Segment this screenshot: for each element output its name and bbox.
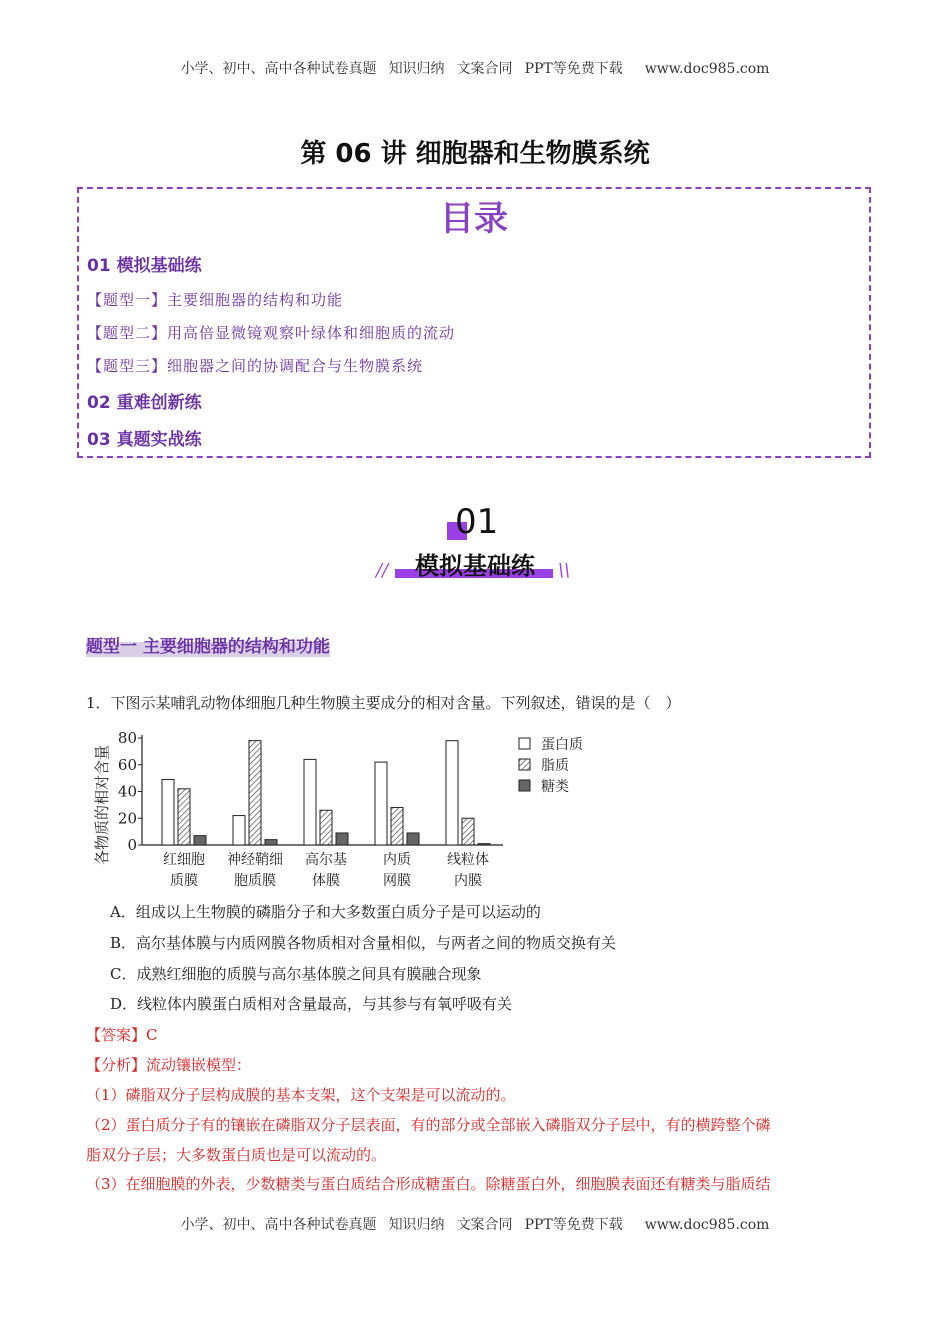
toc-title: 目录 xyxy=(440,199,508,239)
x-tick-label: 内膜 xyxy=(454,873,482,889)
option-d: D．线粒体内膜蛋白质相对含量最高，与其参与有氧呼吸有关 xyxy=(110,995,513,1013)
x-tick-label: 质膜 xyxy=(170,873,198,889)
bar-脂质 xyxy=(391,808,403,845)
bar-糖类 xyxy=(478,844,490,845)
question-type-heading: 题型一 主要细胞器的结构和功能 xyxy=(86,632,330,657)
analysis-line: （1）磷脂双分子层构成膜的基本支架，这个支架是可以流动的。 xyxy=(86,1086,516,1104)
x-tick-label: 体膜 xyxy=(312,873,340,889)
x-tick-label: 线粒体 xyxy=(447,852,489,868)
y-tick-label: 20 xyxy=(117,809,137,828)
section-name: 模拟基础练 xyxy=(415,552,535,580)
y-tick-label: 80 xyxy=(117,729,137,747)
option-b: B．高尔基体膜与内质网膜各物质相对含量相似，与两者之间的物质交换有关 xyxy=(110,934,617,952)
analysis-line: 脂双分子层；大多数蛋白质也是可以流动的。 xyxy=(86,1146,387,1164)
bar-脂质 xyxy=(320,810,332,845)
x-tick-label: 胞质膜 xyxy=(234,873,276,889)
page-title: 第 06 讲 细胞器和生物膜系统 xyxy=(300,139,650,169)
bar-脂质 xyxy=(462,818,474,845)
bar-蛋白质 xyxy=(162,779,174,845)
legend-swatch xyxy=(519,759,530,770)
y-tick-label: 0 xyxy=(127,836,137,854)
header-text: 小学、初中、高中各种试卷真题 xyxy=(180,61,377,77)
toc-item[interactable]: 【题型一】主要细胞器的结构和功能 xyxy=(87,291,344,309)
toc-section[interactable]: 02 重难创新练 xyxy=(87,393,202,413)
bar-糖类 xyxy=(194,836,206,845)
x-tick-label: 高尔基 xyxy=(305,852,347,868)
footer-text: 小学、初中、高中各种试卷真题 xyxy=(180,1217,377,1233)
bar-蛋白质 xyxy=(304,759,316,845)
bar-脂质 xyxy=(178,789,190,845)
bar-糖类 xyxy=(336,833,348,845)
toc-item[interactable]: 【题型三】细胞器之间的协调配合与生物膜系统 xyxy=(87,357,424,375)
section-number: 01 xyxy=(455,502,499,542)
answer: 【答案】C xyxy=(86,1026,158,1044)
option-c: C．成熟红细胞的质膜与高尔基体膜之间具有膜融合现象 xyxy=(110,965,482,983)
x-tick-label: 网膜 xyxy=(383,873,411,889)
toc-section[interactable]: 03 真题实战练 xyxy=(87,430,202,450)
question-stem: 1．下图示某哺乳动物体细胞几种生物膜主要成分的相对含量。下列叙述，错误的是（ ） xyxy=(86,694,681,712)
slash-decoration: // xyxy=(376,560,389,581)
legend-label: 脂质 xyxy=(541,758,569,774)
y-tick-label: 40 xyxy=(117,782,137,801)
y-axis-label: 各物质的相对含量 xyxy=(93,744,111,866)
legend-swatch xyxy=(519,738,530,749)
x-tick-label: 内质 xyxy=(383,852,411,868)
header-text: 知识归纳 xyxy=(388,61,445,77)
analysis-line: （3）在细胞膜的外表，少数糖类与蛋白质结合形成糖蛋白。除糖蛋白外，细胞膜表面还有糖类与脂质结 xyxy=(86,1175,771,1193)
bar-蛋白质 xyxy=(375,762,387,845)
bar-蛋白质 xyxy=(446,741,458,845)
page-footer xyxy=(0,1214,950,1234)
toc-item[interactable]: 【题型二】用高倍显微镜观察叶绿体和细胞质的流动 xyxy=(87,324,456,342)
header-text: PPT等免费下载 xyxy=(524,61,623,77)
header-url[interactable]: www.doc985.com xyxy=(644,61,770,77)
slash-decoration: \\ xyxy=(558,560,571,581)
x-tick-label: 神经鞘细 xyxy=(227,852,283,868)
header-text: 文案合同 xyxy=(456,61,513,77)
bar-脂质 xyxy=(249,741,261,845)
bar-蛋白质 xyxy=(233,816,245,845)
footer-text: PPT等免费下载 xyxy=(524,1217,623,1233)
footer-text: 文案合同 xyxy=(456,1217,513,1233)
analysis-line: 【分析】流动镶嵌模型： xyxy=(86,1056,252,1074)
analysis-line: （2）蛋白质分子有的镶嵌在磷脂双分子层表面，有的部分或全部嵌入磷脂双分子层中，有的横跨整个磷 xyxy=(86,1116,771,1134)
footer-url[interactable]: www.doc985.com xyxy=(644,1217,770,1233)
legend-label: 糖类 xyxy=(541,779,569,795)
page-header xyxy=(0,58,950,78)
toc-section[interactable]: 01 模拟基础练 xyxy=(87,256,202,276)
footer-text: 知识归纳 xyxy=(388,1217,445,1233)
option-a: A．组成以上生物膜的磷脂分子和大多数蛋白质分子是可以运动的 xyxy=(110,903,541,921)
y-tick-label: 60 xyxy=(117,755,137,774)
bar-糖类 xyxy=(265,840,277,845)
table-of-contents xyxy=(77,187,871,458)
bar-chart xyxy=(85,725,615,895)
legend-swatch xyxy=(519,780,530,791)
bar-糖类 xyxy=(407,833,419,845)
x-tick-label: 红细胞 xyxy=(163,852,205,868)
legend-label: 蛋白质 xyxy=(541,737,583,753)
